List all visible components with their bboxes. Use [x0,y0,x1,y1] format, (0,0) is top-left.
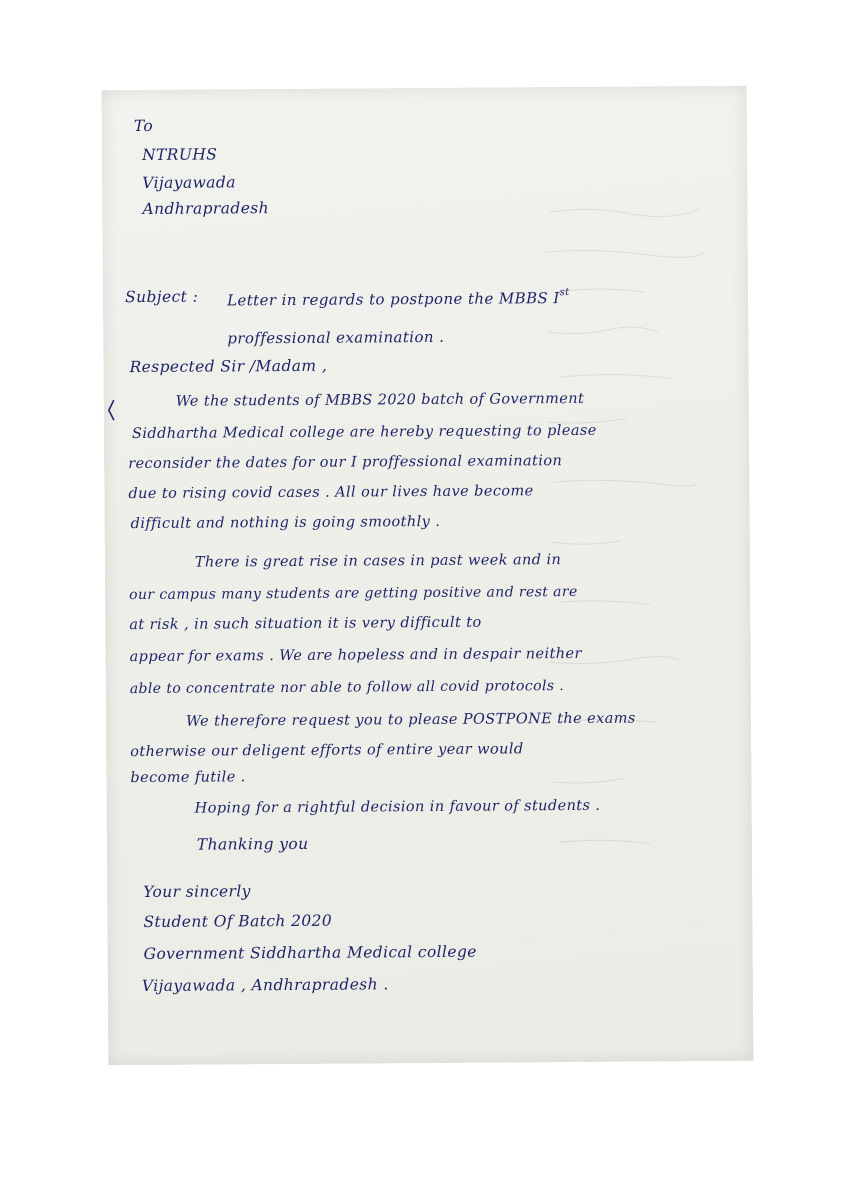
signature-line-2: Government Siddhartha Medical college [143,942,477,963]
paragraph-2-line-4: appear for exams . We are hopeless and in despair neither [129,645,582,666]
paragraph-3-line-1: We therefore request you to please POSTPONE the exams [185,710,636,730]
paragraph-1-line-5: difficult and nothing is going smoothly . [130,513,441,533]
recipient-name: NTRUHS [141,145,218,164]
subject-label: Subject : [124,287,199,307]
signature-line-3: Vijayawada , Andhrapradesh . [141,975,389,996]
handwritten-letter-sheet [102,86,754,1065]
paragraph-4: Hoping for a rightful decision in favour of students . [194,797,601,817]
paragraph-2-line-3: at risk , in such situation it is very difficult to [129,614,482,634]
paragraph-3-line-2: otherwise our deligent efforts of entire year would [130,741,524,761]
salutation: Respected Sir /Madam , [129,356,328,377]
signature-line-1: Student Of Batch 2020 [143,911,333,931]
recipient-city: Vijayawada [142,173,236,192]
paragraph-3-line-3: become futile . [130,769,246,787]
paragraph-2-line-1: There is great rise in cases in past week and in [194,552,562,571]
paragraph-1-line-2: Siddhartha Medical college are hereby requesting to please [131,422,597,443]
margin-pen-mark [106,398,118,422]
subject-text: Letter in regards to postpone the MBBS I [227,289,560,310]
paragraph-1-line-1: We the students of MBBS 2020 batch of Government [175,390,585,410]
thanking-line: Thanking you [196,834,309,854]
paragraph-1-line-3: reconsider the dates for our I proffessional examination [128,453,563,473]
subject-line-2: proffessional examination . [227,327,445,348]
recipient-state: Andhrapradesh [142,199,270,218]
to-line: To [133,116,154,136]
closing: Your sincerly [143,882,251,901]
paragraph-2-line-2: our campus many students are getting positive and rest are [129,583,578,604]
subject-superscript: st [559,287,570,299]
subject-line-1 [227,288,570,308]
paragraph-2-line-5: able to concentrate nor able to follow all covid protocols . [129,678,565,698]
paragraph-1-line-4: due to rising covid cases . All our lives have become [128,483,534,503]
